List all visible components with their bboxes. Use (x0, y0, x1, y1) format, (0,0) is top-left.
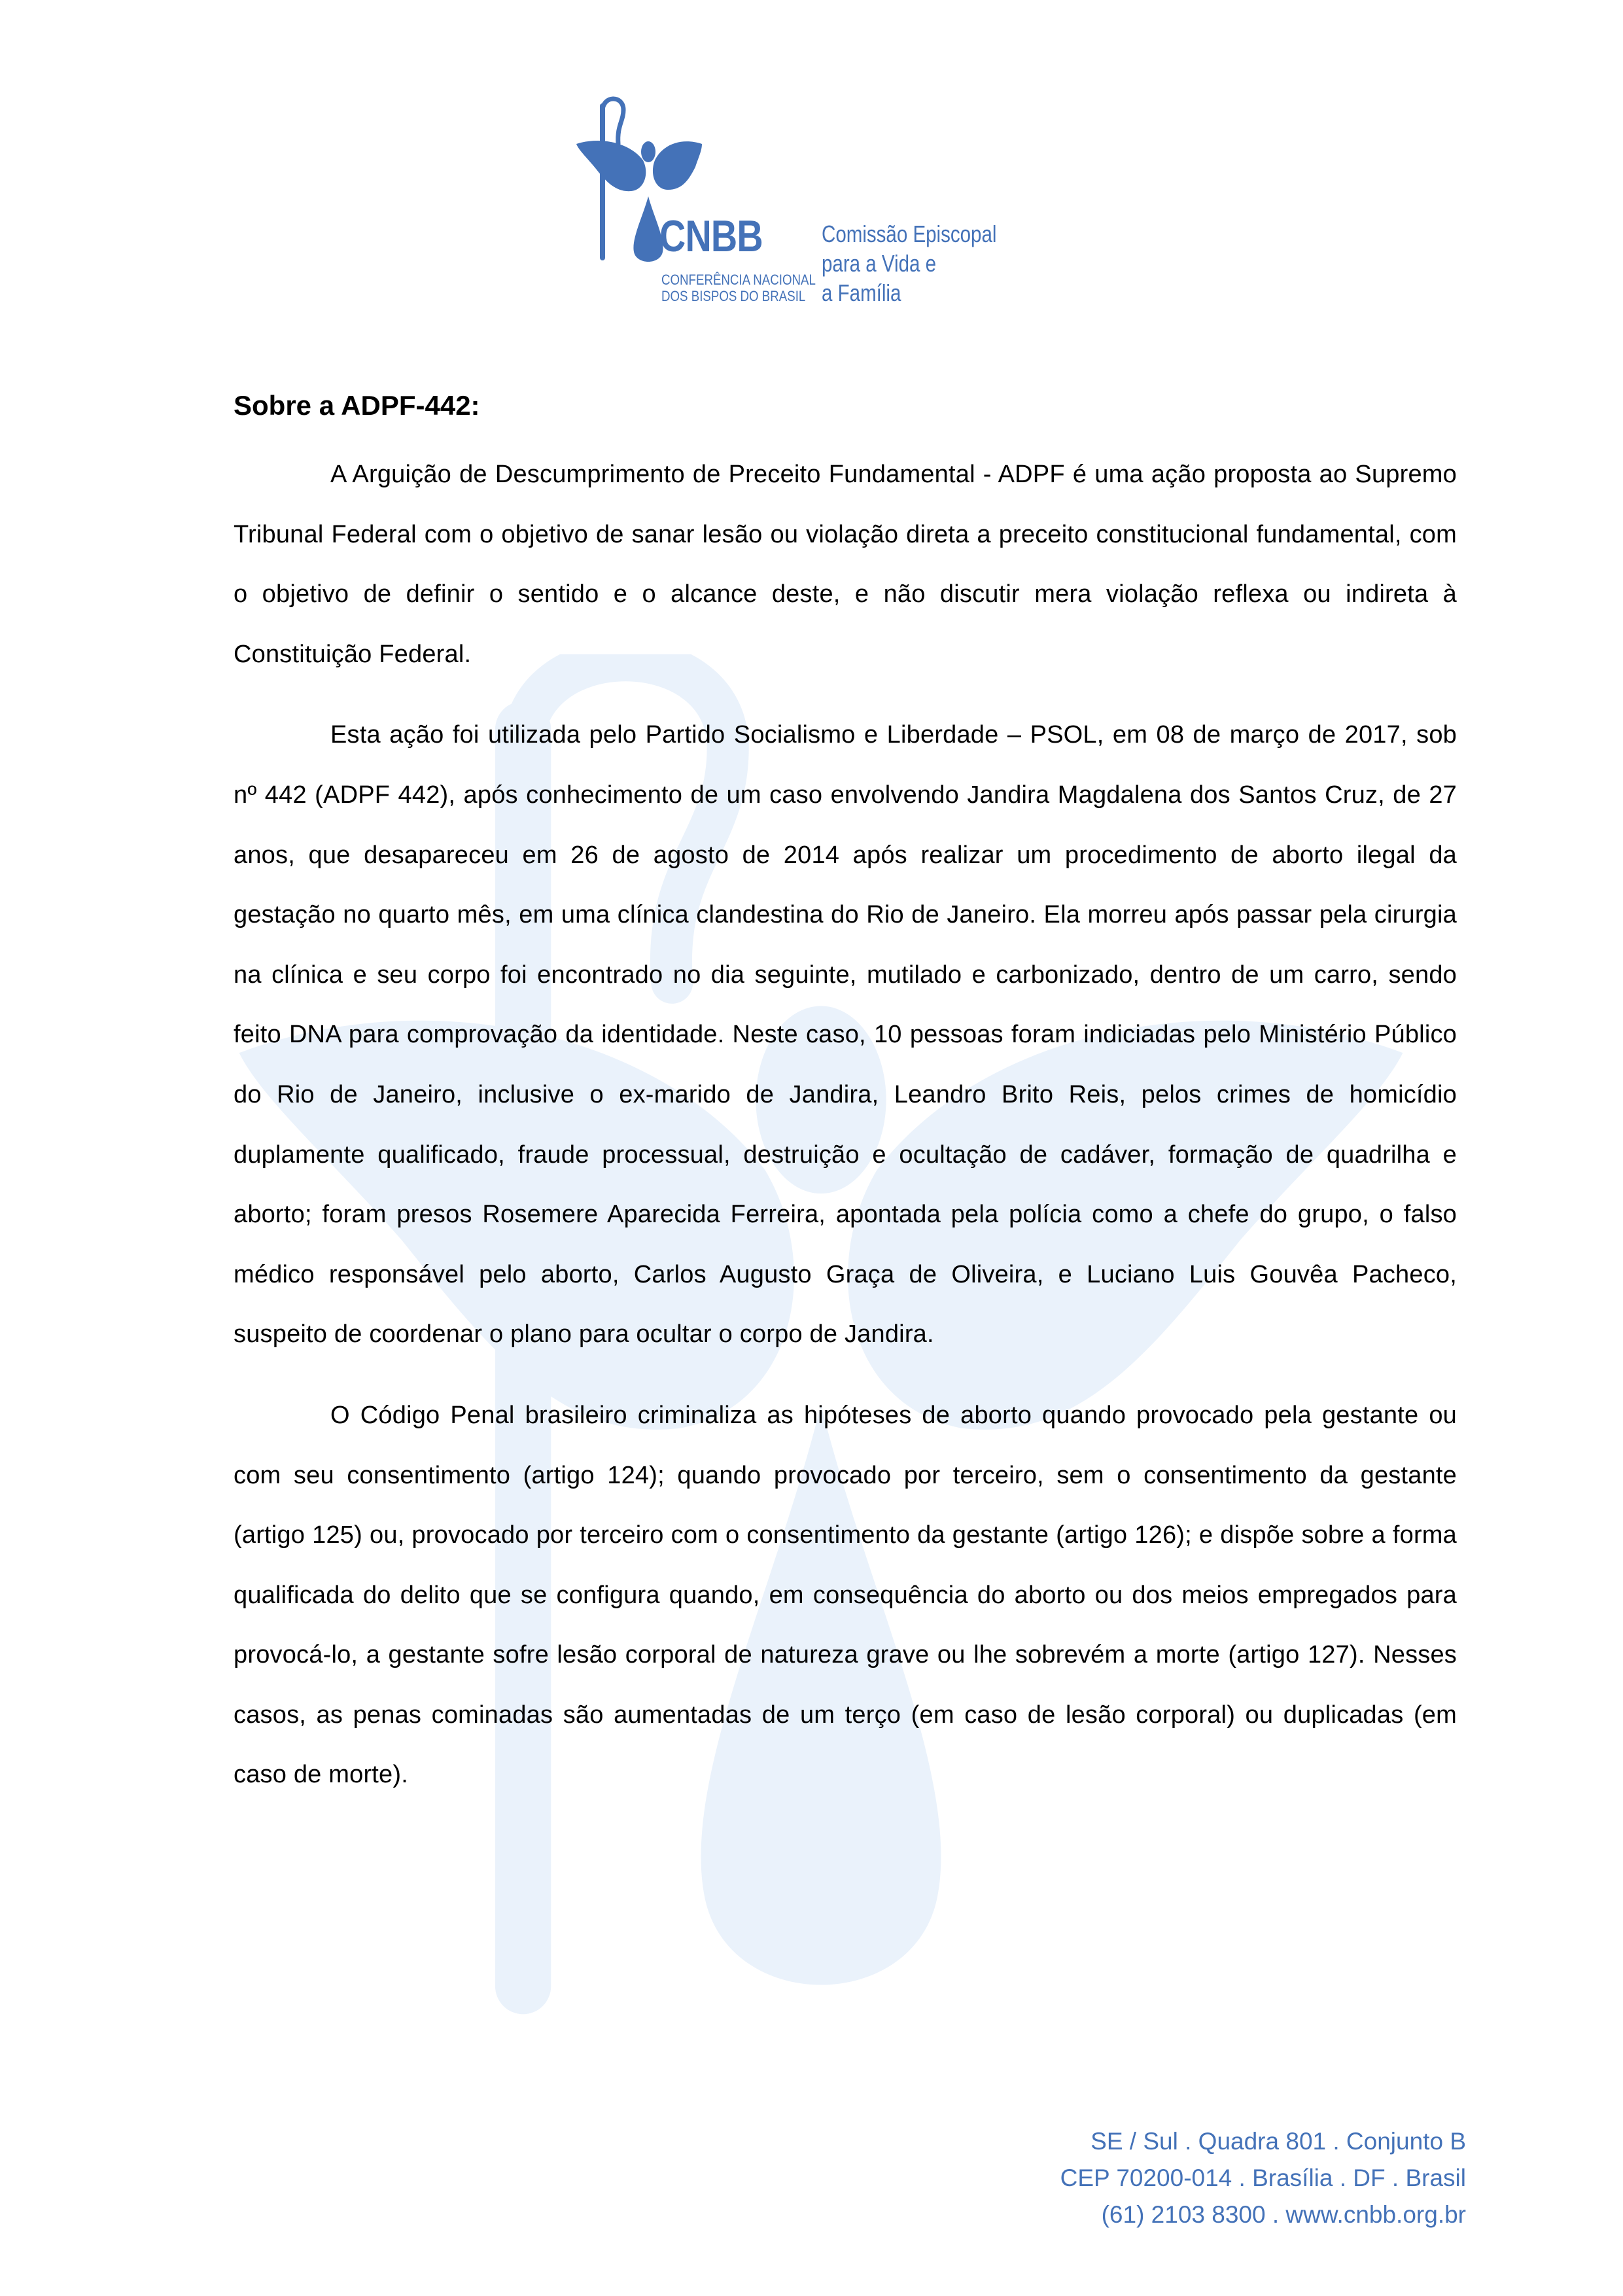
address-line: SE / Sul . Quadra 801 . Conjunto B (1091, 2128, 1466, 2155)
cnbb-logo (568, 92, 1039, 327)
paragraph-psol-case: Esta ação foi utilizada pelo Partido Socialismo e Liberdade – PSOL, em 08 de março de 2017, sob nº 442 (ADPF 442), após conhecimento de um caso envolvendo Jandira Magdalena dos Santos Cruz, de 27 anos, que desapareceu em 26 de agosto de 2014 após realizar um procedimento de aborto ilegal da gestação no quarto mês, em uma clínica clandestina do Rio de Janeiro. Ela morreu após passar pela cirurgia na clínica e seu corpo foi encontrado no dia seguinte, mutilado e carbonizado, dentro de um carro, sendo feito DNA para comprovação da identidade. Neste caso, 10 pessoas foram indiciadas pelo Ministério Público do Rio de Janeiro, inclusive o ex-marido de Jandira, Leandro Brito Reis, pelos crimes de homicídio duplamente qualificado, fraude processual, destruição e ocultação de cadáver, formação de quadrilha e aborto; foram presos Rosemere Aparecida Ferreira, apontada pela polícia como a chefe do grupo, o falso médico responsável pelo aborto, Carlos Augusto Graça de Oliveira, e Luciano Luis Gouvêa Pacheco, suspeito de coordenar o plano para ocultar o corpo de Jandira. (234, 721, 1457, 1349)
paragraph-adpf-definition: A Arguição de Descumprimento de Preceito Fundamental - ADPF é uma ação proposta ao Supremo Tribunal Federal com o objetivo de sanar lesão ou violação direta a preceito constitucional fundamental, com o objetivo de definir o sentido e o alcance deste, e não discutir mera violação reflexa ou indireta à Constituição Federal. (234, 461, 1457, 668)
section-heading: Sobre a ADPF-442: (234, 390, 480, 421)
contact-line: (61) 2103 8300 . www.cnbb.org.br (1101, 2201, 1466, 2228)
logo-subtitle-line: CONFERÊNCIA NACIONAL (661, 272, 816, 288)
address-line: CEP 70200-014 . Brasília . DF . Brasil (1060, 2164, 1466, 2191)
document-body (234, 386, 1457, 1826)
footer-address (1060, 2123, 1466, 2233)
commission-line: para a Vida e (822, 250, 937, 277)
logo-subtitle-line: DOS BISPOS DO BRASIL (661, 288, 806, 304)
logo-acronym: CNBB (659, 211, 763, 261)
logo-subtitle (661, 272, 816, 304)
commission-line: Comissão Episcopal (822, 221, 997, 247)
commission-name (822, 219, 996, 308)
commission-line: a Família (822, 279, 901, 306)
paragraph-penal-code: O Código Penal brasileiro criminaliza as hipóteses de aborto quando provocado pela gestante ou com seu consentimento (artigo 124); quando provocado por terceiro, sem o consentimento da gestante (artigo 125) ou, provocado por terceiro com o consentimento da gestante (artigo 126); e dispõe sobre a forma qualificada do delito que se configura quando, em consequência do aborto ou dos meios empregados para provocá-lo, a gestante sofre lesão corporal de natureza grave ou lhe sobrevém a morte (artigo 127). Nesses casos, as penas cominadas são aumentadas de um terço (em caso de lesão corporal) ou duplicadas (em caso de morte). (234, 1401, 1457, 1789)
